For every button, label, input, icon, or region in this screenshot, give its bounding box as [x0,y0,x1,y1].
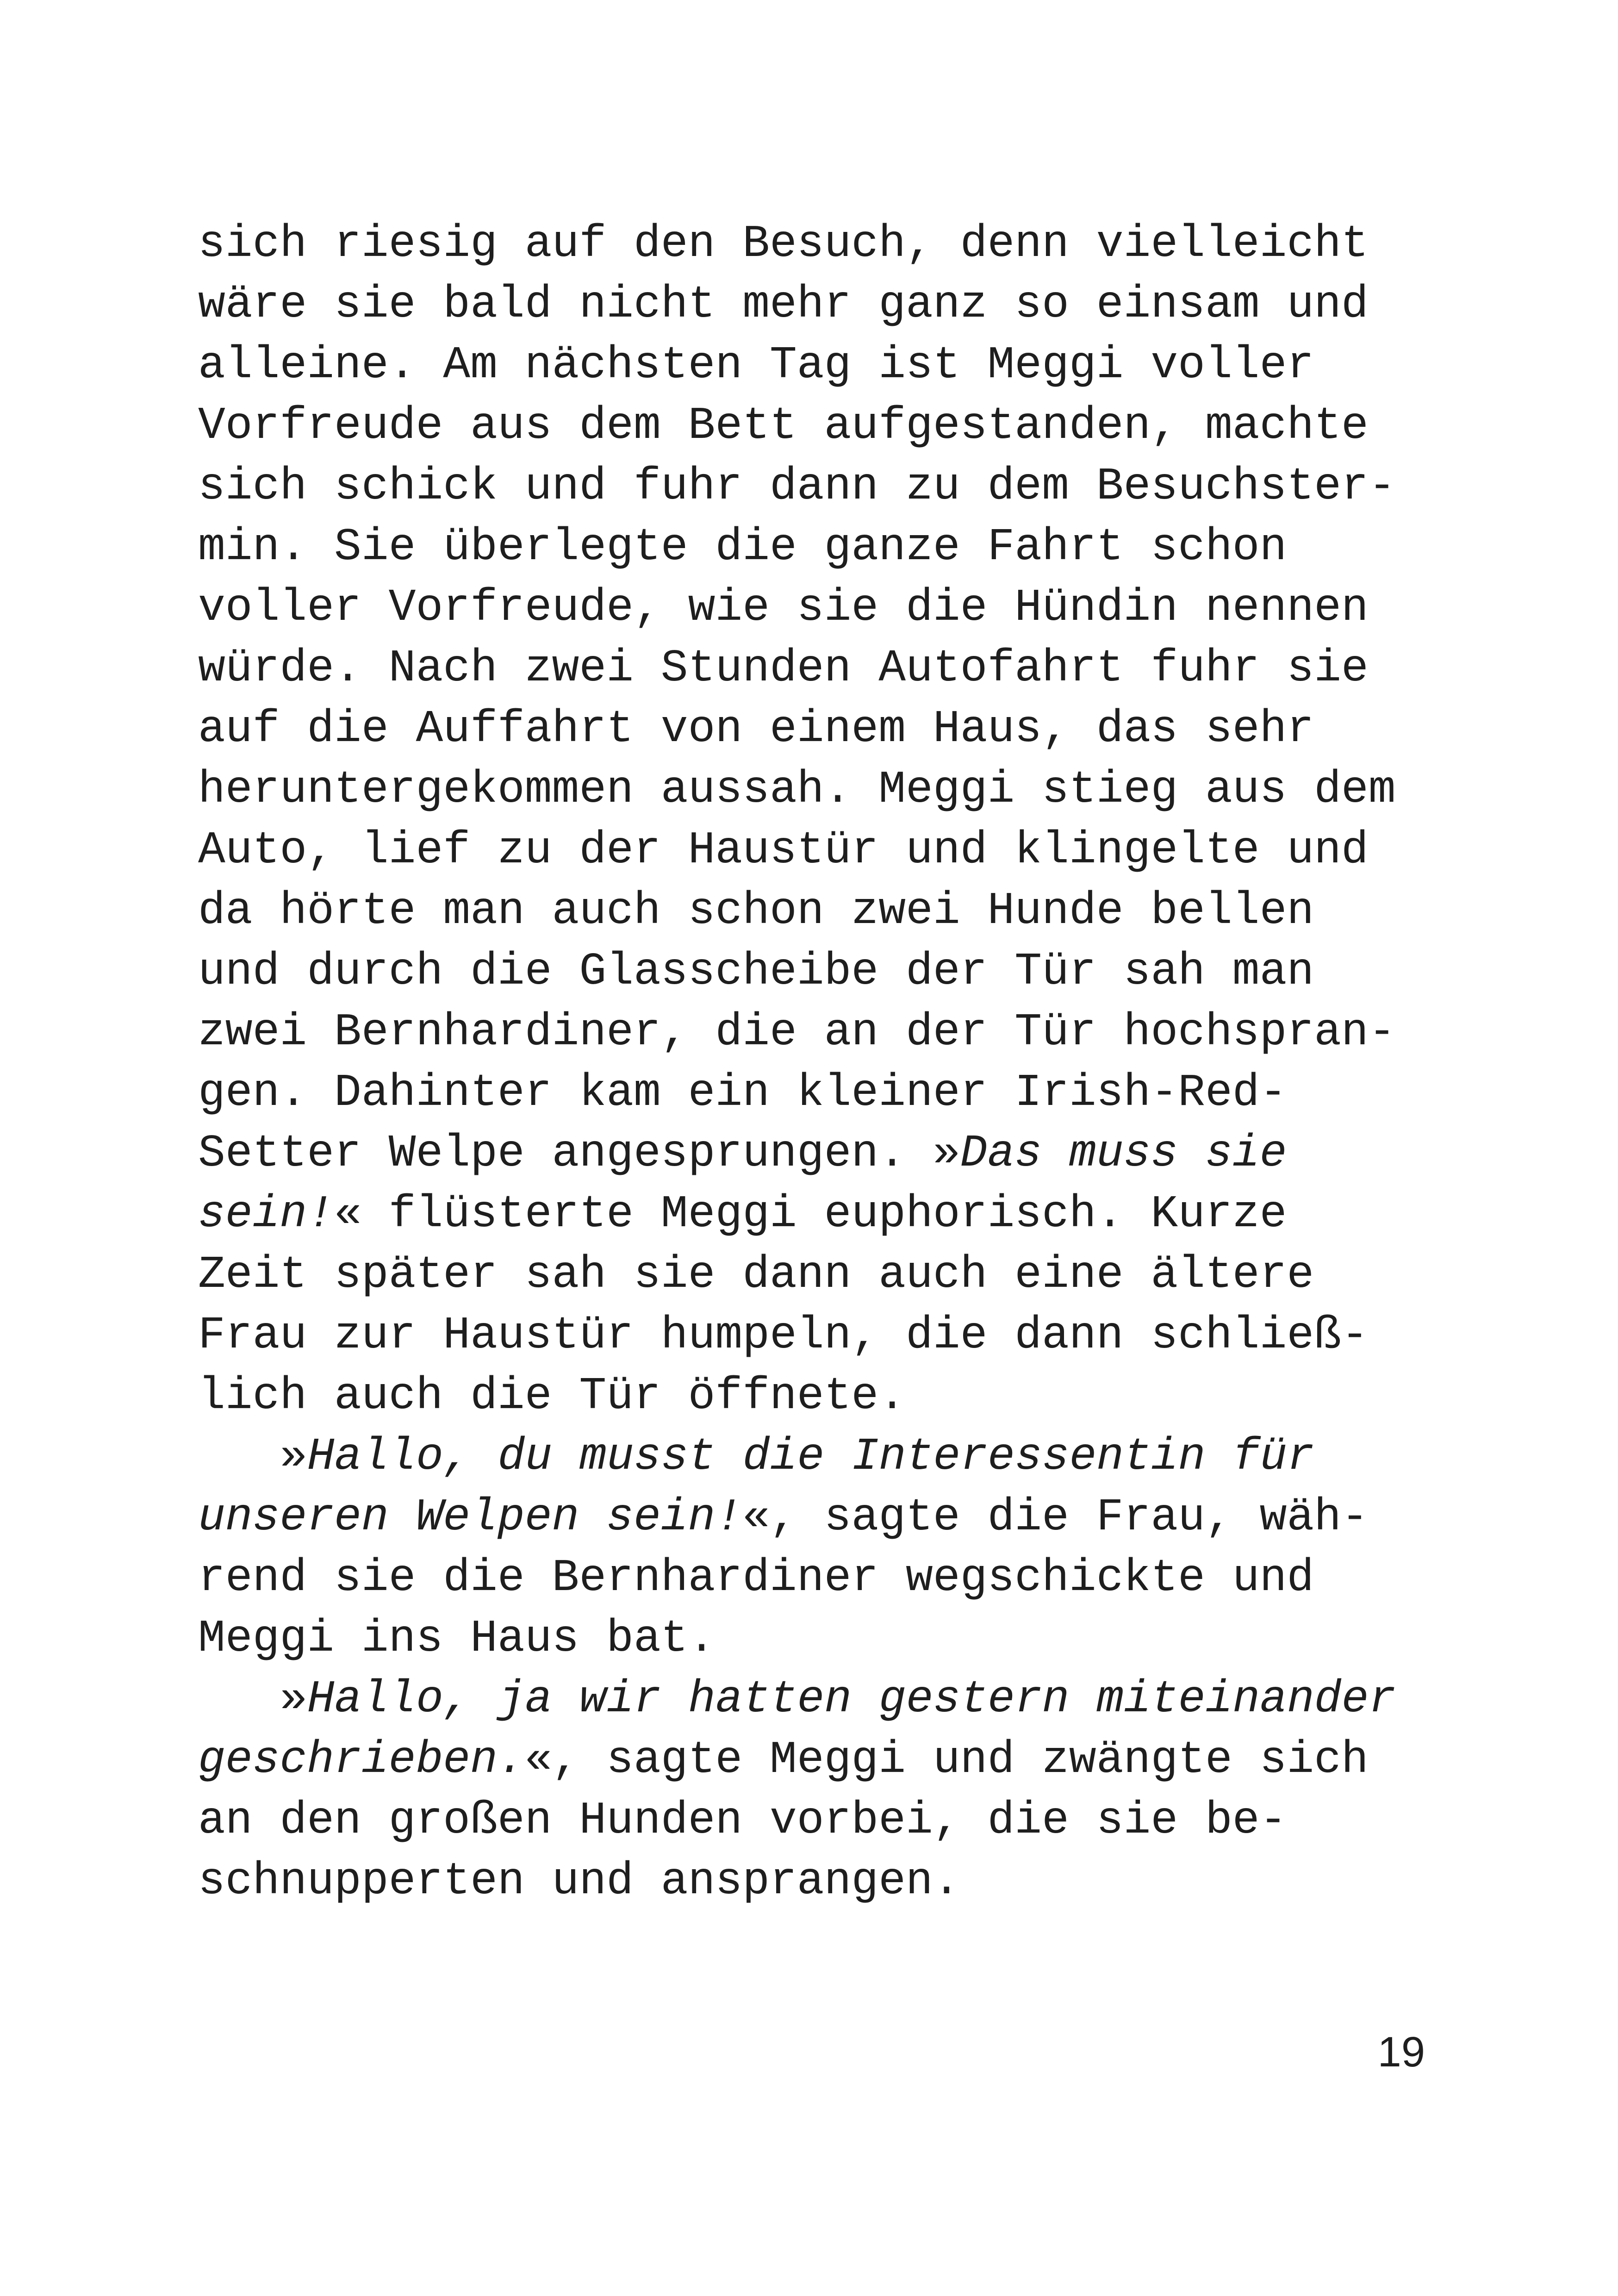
text-line [198,1184,1448,1245]
text-line: Meggi ins Haus bat. [198,1613,716,1665]
text-line: voller Vorfreude, wie sie die Hündin nennen [198,582,1369,634]
text-line: wäre sie bald nicht mehr ganz so einsam und [198,279,1369,331]
text-line: lich auch die Tür öffnete. [198,1371,906,1422]
text-line: gen. Dahinter kam ein kleiner Irish-Red- [198,1067,1287,1119]
text-line: würde. Nach zwei Stunden Autofahrt fuhr sie [198,643,1369,694]
text-line: rend sie die Bernhardiner wegschickte und [198,1553,1314,1604]
text-line: Vorfreude aus dem Bett aufgestanden, machte [198,400,1369,452]
text-line: min. Sie überlegte die ganze Fahrt schon [198,522,1287,573]
text-line: an den großen Hunden vorbei, die sie be- [198,1795,1287,1847]
dialogue-text: Hallo, du musst die Interessentin für [307,1431,1314,1483]
text-line: alleine. Am nächsten Tag ist Meggi voller [198,340,1314,391]
page-number: 19 [1377,2028,1425,2076]
text-line: sich riesig auf den Besuch, denn vielleicht [198,218,1369,270]
text-line [198,1487,1448,1548]
text-line: sich schick und fuhr dann zu dem Besuchster- [198,461,1396,512]
text-line: zwei Bernhardiner, die an der Tür hochspran- [198,1007,1396,1058]
text-span: «, sagte Meggi und zwängte sich [524,1734,1369,1786]
body-text [198,214,1448,1912]
text-line: auf die Auffahrt von einem Haus, das sehr [198,704,1314,755]
text-line: Auto, lief zu der Haustür und klingelte und [198,825,1369,876]
dialogue-text: Das muss sie [960,1128,1287,1179]
text-line: da hörte man auch schon zwei Hunde bellen [198,886,1314,937]
text-span: «, sagte die Frau, wäh- [742,1492,1369,1543]
dialogue-text: unseren Welpen sein! [198,1492,743,1543]
dialogue-text: Hallo, ja wir hatten gestern miteinander [307,1674,1396,1725]
text-line [198,1730,1448,1791]
text-line: und durch die Glasscheibe der Tür sah man [198,946,1314,998]
text-line [198,1669,1448,1730]
text-line: Frau zur Haustür humpeln, die dann schließ- [198,1310,1369,1361]
text-span: » [280,1674,307,1725]
text-span: « flüsterte Meggi euphorisch. Kurze [334,1189,1287,1240]
dialogue-text: sein! [198,1189,335,1240]
text-line [198,1427,1448,1487]
text-line: Zeit später sah sie dann auch eine ältere [198,1249,1314,1301]
text-line: schnupperten und ansprangen. [198,1856,960,1907]
text-span: » [280,1431,307,1483]
text-line: heruntergekommen aussah. Meggi stieg aus dem [198,764,1396,816]
text-line [198,1123,1448,1184]
text-span: Setter Welpe angesprungen. » [198,1128,960,1179]
dialogue-text: geschrieben. [198,1734,525,1786]
